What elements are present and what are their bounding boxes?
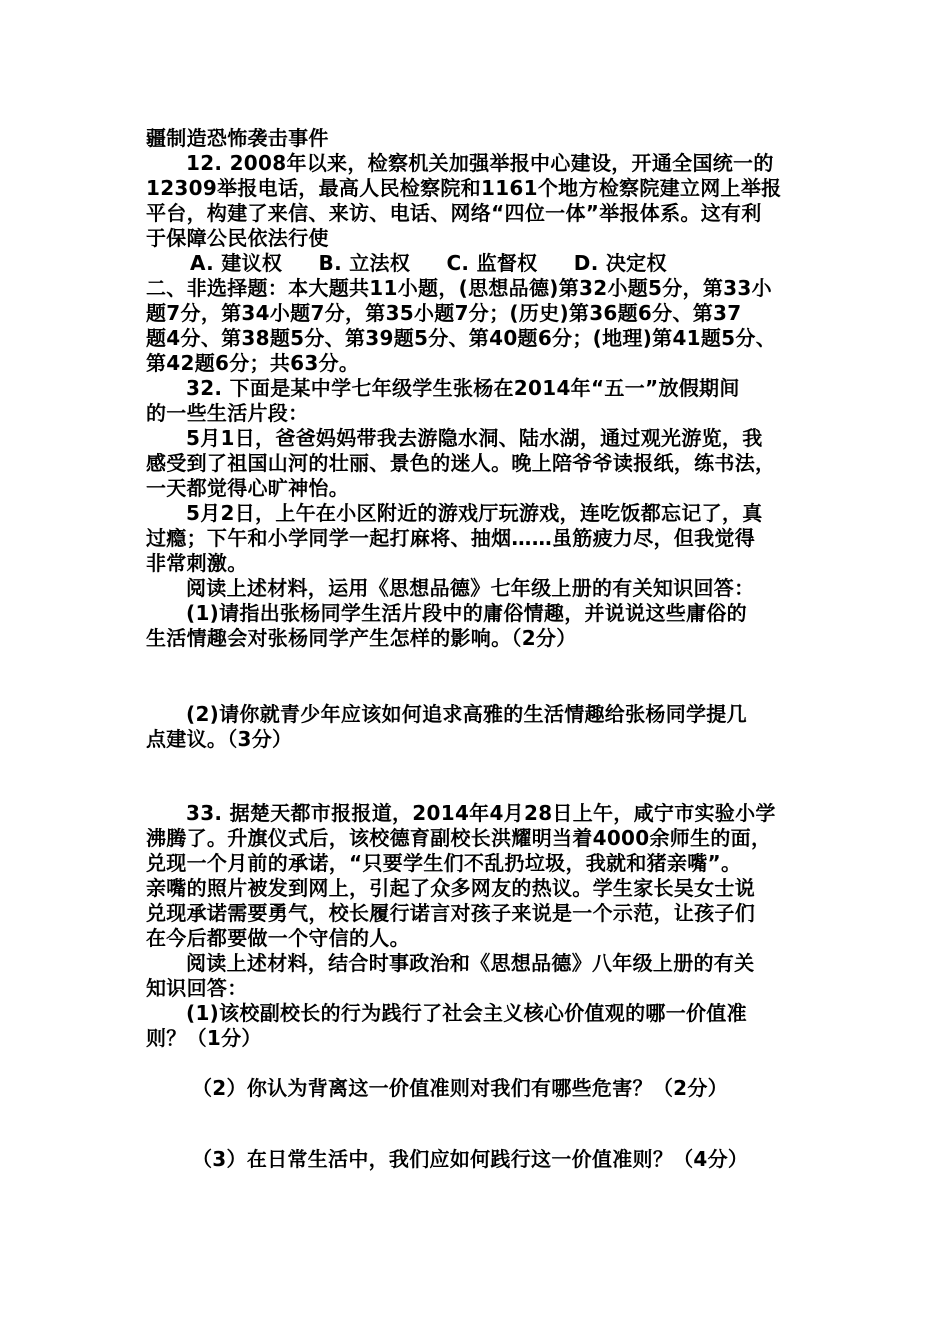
sub-question-32-1: (1)请指出张杨同学生活片段中的庸俗情趣，并说说这些庸俗的 bbox=[186, 601, 747, 625]
text-line: 一天都觉得心旷神怡。 bbox=[146, 476, 349, 500]
text-line: 亲嘴的照片被发到网上，引起了众多网友的热议。学生家长吴女士说 bbox=[146, 876, 755, 900]
text-line: 于保障公民依法行使 bbox=[146, 226, 329, 250]
text-line: 生活情趣会对张杨同学产生怎样的影响。（2分） bbox=[146, 626, 577, 650]
question-32-text: 32. 下面是某中学七年级学生张杨在2014年“五一”放假期间 bbox=[186, 376, 740, 400]
text-line: 阅读上述材料，结合时事政治和《思想品德》八年级上册的有关 bbox=[186, 951, 755, 975]
sub-question-33-1: (1)该校副校长的行为践行了社会主义核心价值观的哪一价值准 bbox=[186, 1001, 747, 1025]
text-line: 题4分、第38题5分、第39题5分、第40题6分；(地理)第41题5分、 bbox=[146, 326, 776, 350]
text-line: 平台，构建了来信、来访、电话、网络“四位一体”举报体系。这有利 bbox=[146, 201, 762, 225]
text-line: 疆制造恐怖袭击事件 bbox=[146, 126, 329, 150]
question-33-text: 33. 据楚天都市报报道，2014年4月28日上午，咸宁市实验小学 bbox=[186, 801, 776, 825]
sub-question-33-2: （2）你认为背离这一价值准则对我们有哪些危害？（2分） bbox=[192, 1076, 728, 1100]
question-12-text: 12. 2008年以来，检察机关加强举报中心建设，开通全国统一的 bbox=[186, 151, 774, 175]
text-line: 在今后都要做一个守信的人。 bbox=[146, 926, 410, 950]
question-12-options: A. 建议权 B. 立法权 C. 监督权 D. 决定权 bbox=[190, 251, 667, 275]
sub-question-33-3: （3）在日常生活中，我们应如何践行这一价值准则？（4分） bbox=[192, 1147, 749, 1171]
text-line: 5月1日，爸爸妈妈带我去游隐水洞、陆水湖，通过观光游览，我 bbox=[186, 426, 763, 450]
text-line: 过瘾；下午和小学同学一起打麻将、抽烟……虽筋疲力尽，但我觉得 bbox=[146, 526, 755, 550]
text-line: 感受到了祖国山河的壮丽、景色的迷人。晚上陪爷爷读报纸，练书法， bbox=[146, 451, 776, 475]
text-line: 5月2日，上午在小区附近的游戏厅玩游戏，连吃饭都忘记了，真 bbox=[186, 501, 763, 525]
text-line: 点建议。（3分） bbox=[146, 727, 293, 751]
text-line: 题7分，第34小题7分，第35小题7分；(历史)第36题6分、第37 bbox=[146, 301, 742, 325]
text-line: 兑现承诺需要勇气，校长履行诺言对孩子来说是一个示范，让孩子们 bbox=[146, 901, 755, 925]
text-line: 阅读上述材料，运用《思想品德》七年级上册的有关知识回答： bbox=[186, 576, 755, 600]
text-line: 知识回答： bbox=[146, 976, 248, 1000]
text-line: 则？（1分） bbox=[146, 1026, 262, 1050]
section-2-heading: 二、非选择题：本大题共11小题，(思想品德)第32小题5分，第33小 bbox=[146, 276, 772, 300]
sub-question-32-2: (2)请你就青少年应该如何追求高雅的生活情趣给张杨同学提几 bbox=[186, 702, 747, 726]
text-line: 兑现一个月前的承诺，“只要学生们不乱扔垃圾，我就和猪亲嘴”。 bbox=[146, 851, 742, 875]
text-line: 沸腾了。升旗仪式后，该校德育副校长洪耀明当着4000余师生的面， bbox=[146, 826, 772, 850]
text-line: 的一些生活片段： bbox=[146, 401, 309, 425]
text-line: 12309举报电话，最高人民检察院和1161个地方检察院建立网上举报 bbox=[146, 176, 782, 200]
text-line: 非常刺激。 bbox=[146, 551, 248, 575]
text-line: 第42题6分；共63分。 bbox=[146, 351, 360, 375]
